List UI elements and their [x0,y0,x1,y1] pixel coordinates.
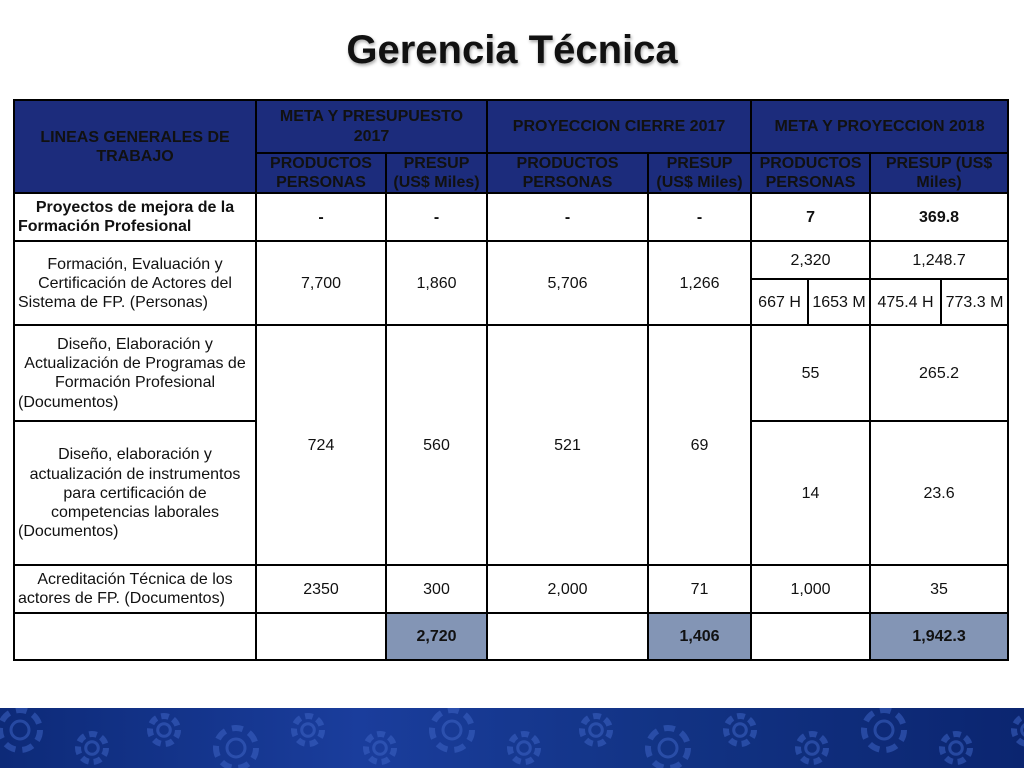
cell-2018-presup: 35 [870,565,1008,613]
cell-2018-presup: 1,248.7 [870,241,1008,279]
cell-2018-presup: 369.8 [870,193,1008,241]
row-label-diseno-programas: Diseño, Elaboración y Actualización de Programas de Formación Profesional (Documentos) [14,325,256,421]
cell-cierre-productos: - [487,193,648,241]
row-label-diseno-instrumentos: Diseño, elaboración y actualización de instrumentos para certificación de competencias laborales (Documentos) [14,421,256,565]
header-lineas: LINEAS GENERALES DE TRABAJO [14,100,256,193]
row-label-formacion: Formación, Evaluación y Certificación de Actores del Sistema de FP. (Personas) [14,241,256,325]
cell-2017-presup: 1,860 [386,241,487,325]
work-lines-table [13,99,1009,661]
cell-2018-productos-h: 667 H [751,279,808,325]
cell-cierre-presup: 69 [648,325,751,565]
cell-2018-productos: 2,320 [751,241,870,279]
cell-2018-productos: 55 [751,325,870,421]
cell-2017-presup: - [386,193,487,241]
cell-cierre-presup: 71 [648,565,751,613]
cell-2018-presup-h: 475.4 H [870,279,941,325]
row-label-acreditacion: Acreditación Técnica de los actores de FP. (Documentos) [14,565,256,613]
cell-2017-productos: 7,700 [256,241,386,325]
totals-empty [751,613,870,660]
total-2017-presup: 2,720 [386,613,487,660]
cell-2018-productos: 1,000 [751,565,870,613]
cell-2018-productos: 7 [751,193,870,241]
page-title: Gerencia Técnica [346,28,678,72]
table-row [14,325,1008,421]
gear-pattern-footer [0,708,1024,768]
cell-cierre-productos: 5,706 [487,241,648,325]
table-row [14,193,1008,241]
totals-empty-label [14,613,256,660]
row-label-proyectos: Proyectos de mejora de la Formación Profesional [14,193,256,241]
cell-cierre-productos: 521 [487,325,648,565]
header-meta-2018: META Y PROYECCION 2018 [751,100,1008,153]
cell-2017-presup: 300 [386,565,487,613]
cell-2018-presup: 265.2 [870,325,1008,421]
header-productos-2017: PRODUCTOS PERSONAS [256,153,386,193]
cell-2018-presup: 23.6 [870,421,1008,565]
total-cierre-presup: 1,406 [648,613,751,660]
header-presup-cierre: PRESUP (US$ Miles) [648,153,751,193]
cell-2017-productos: - [256,193,386,241]
cell-cierre-productos: 2,000 [487,565,648,613]
cell-2018-presup-m: 773.3 M [941,279,1008,325]
table-row [14,565,1008,613]
header-productos-cierre: PRODUCTOS PERSONAS [487,153,648,193]
gear-icon [0,708,1024,768]
total-2018-presup: 1,942.3 [870,613,1008,660]
cell-2018-productos: 14 [751,421,870,565]
cell-2017-productos: 724 [256,325,386,565]
totals-row [14,613,1008,660]
header-meta-2017: META Y PRESUPUESTO 2017 [256,100,487,153]
header-productos-2018: PRODUCTOS PERSONAS [751,153,870,193]
totals-empty [487,613,648,660]
header-presup-2018: PRESUP (US$ Miles) [870,153,1008,193]
cell-2017-productos: 2350 [256,565,386,613]
cell-2017-presup: 560 [386,325,487,565]
cell-2018-productos-m: 1653 M [808,279,870,325]
header-cierre-2017: PROYECCION CIERRE 2017 [487,100,751,153]
table-row [14,241,1008,279]
header-presup-2017: PRESUP (US$ Miles) [386,153,487,193]
cell-cierre-presup: 1,266 [648,241,751,325]
totals-empty [256,613,386,660]
cell-cierre-presup: - [648,193,751,241]
